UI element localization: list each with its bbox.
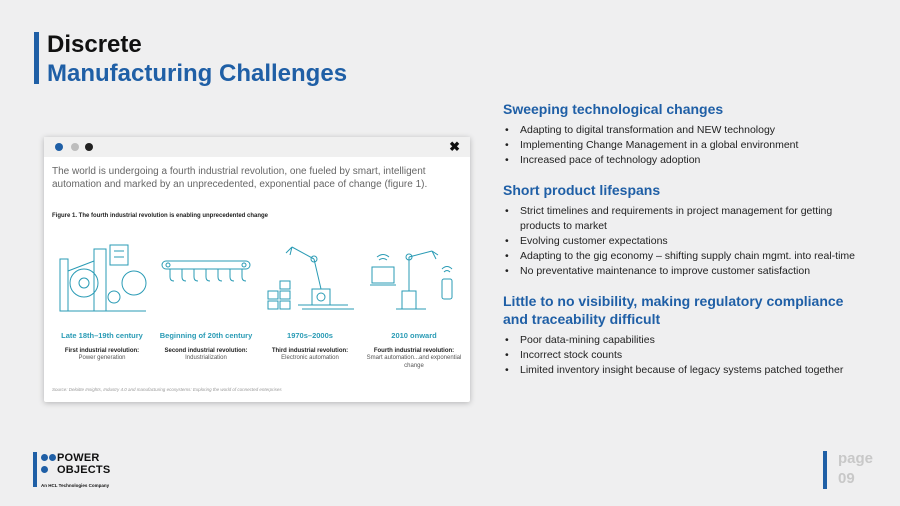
page-title: Discrete — [47, 31, 142, 58]
bullet-list — [503, 333, 863, 378]
close-icon[interactable]: ✖ — [449, 139, 460, 154]
list-item: • Adapting to the gig economy – shifting supply chain mgmt. into real-time — [503, 249, 863, 264]
logo-bar — [33, 452, 37, 487]
era-label: 2010 onward — [391, 331, 437, 340]
era-2 — [154, 231, 258, 362]
era-name: Fourth industrial revolution: — [373, 348, 455, 354]
window-dot-gray-icon — [71, 143, 79, 151]
power-objects-logo — [33, 452, 123, 492]
page-label: page — [838, 450, 874, 467]
era-name: Second industrial revolution: — [164, 348, 248, 354]
section-tech-changes — [503, 100, 863, 168]
era-desc: Power generation — [78, 355, 126, 361]
era-label: Late 18th–19th century — [61, 331, 143, 340]
section-heading: Short product lifespans — [503, 182, 661, 198]
section-product-lifespans — [503, 181, 863, 279]
list-item: • Implementing Change Management in a global environment — [503, 138, 863, 153]
figure-source: Source: Deloitte Insights, Industry 4.0 and manufacturing ecosystems: Exploring the world of connected enterprises — [52, 387, 282, 392]
logo-subtitle: An HCL Technologies Company — [41, 483, 110, 488]
era-name: First industrial revolution: — [64, 348, 140, 354]
list-item: • Evolving customer expectations — [503, 234, 863, 249]
conveyor-icon — [158, 231, 254, 321]
window-dot-blue-icon — [55, 143, 63, 151]
era-label: 1970s–2000s — [287, 331, 333, 340]
challenges-panel — [503, 100, 863, 378]
smart-robot-icon — [366, 231, 462, 321]
title-accent-bar — [34, 32, 39, 84]
list-item: • Poor data-mining capabilities — [503, 333, 863, 348]
era-3 — [258, 231, 362, 362]
era-label: Beginning of 20th century — [159, 331, 253, 340]
page-subtitle: Manufacturing Challenges — [47, 60, 348, 87]
robot-arm-icon — [262, 231, 358, 321]
list-item: • Limited inventory insight because of legacy systems patched together — [503, 363, 863, 378]
page-number: 09 — [838, 470, 855, 487]
bullet-list — [503, 123, 863, 168]
list-item: • Increased pace of technology adoption — [503, 153, 863, 168]
eras-row — [44, 231, 470, 371]
section-visibility — [503, 292, 863, 378]
page-accent-bar — [823, 451, 827, 489]
era-name: Third industrial revolution: — [271, 348, 349, 354]
logo-text-objects: OBJECTS — [57, 464, 111, 476]
list-item: • Adapting to digital transformation and NEW technology — [503, 123, 863, 138]
window-titlebar — [44, 137, 470, 157]
list-item: • Strict timelines and requirements in project management for getting products to market — [503, 204, 863, 234]
era-desc: Smart automation...and exponential change — [366, 355, 462, 369]
list-item: • No preventative maintenance to improve customer satisfaction — [503, 264, 863, 279]
era-4 — [362, 231, 466, 370]
era-desc: Industrialization — [185, 355, 227, 361]
section-heading: Little to no visibility, making regulatory compliance and traceability difficult — [503, 293, 844, 327]
era-1 — [50, 231, 154, 362]
steam-machine-icon — [54, 231, 150, 321]
era-desc: Electronic automation — [281, 355, 339, 361]
bullet-list — [503, 204, 863, 279]
figure-title: Figure 1. The fourth industrial revolution is enabling unprecedented change — [52, 213, 269, 219]
embedded-window — [44, 137, 470, 402]
section-heading: Sweeping technological changes — [503, 101, 724, 117]
list-item: • Incorrect stock counts — [503, 348, 863, 363]
window-intro-text: The world is undergoing a fourth industrial revolution, one fueled by smart, intelligent automation and marked by an unprecedented, exponential pace of change (figure 1). — [52, 166, 428, 190]
logo-text-power: POWER — [57, 452, 100, 464]
window-dot-black-icon — [85, 143, 93, 151]
